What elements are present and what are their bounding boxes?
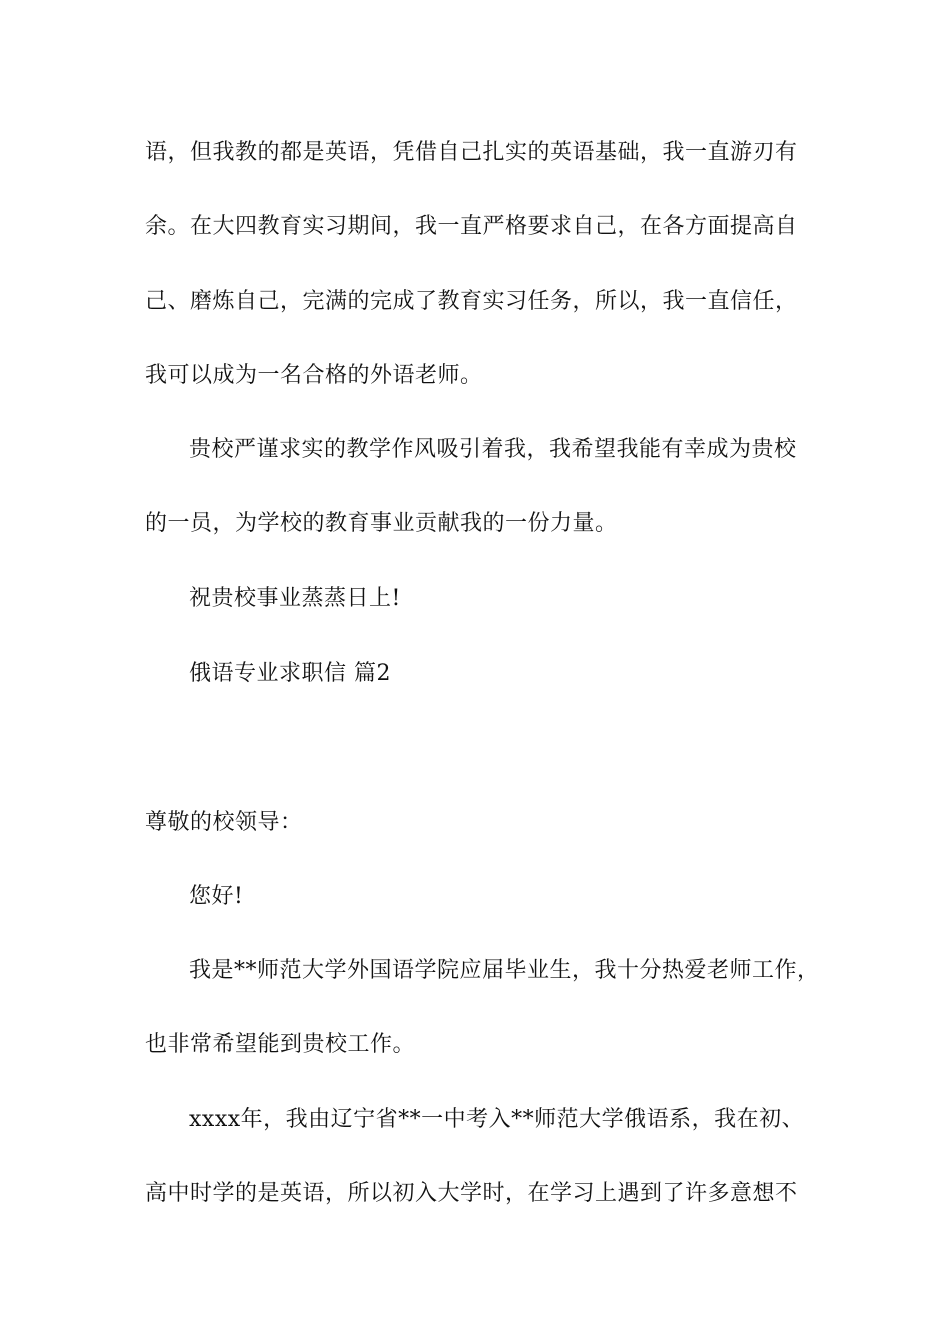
paragraph-line: 我可以成为一名合格的外语老师。 xyxy=(145,363,483,388)
paragraph-line: 我是**师范大学外国语学院应届毕业生，我十分热爱老师工作， xyxy=(189,958,820,983)
paragraph-line: 的一员，为学校的教育事业贡献我的一份力量。 xyxy=(145,511,618,536)
greeting: 您好! xyxy=(189,884,244,909)
paragraph-line: 语，但我教的都是英语，凭借自己扎实的英语基础，我一直游刃有 xyxy=(145,140,798,165)
paragraph-line: 己、磨炼自己，完满的完成了教育实习任务，所以，我一直信任， xyxy=(145,289,798,314)
salutation: 尊敬的校领导： xyxy=(145,810,303,835)
paragraph-line: 贵校严谨求实的教学作风吸引着我，我希望我能有幸成为贵校 xyxy=(189,437,797,462)
paragraph-line: 高中时学的是英语，所以初入大学时，在学习上遇到了许多意想不 xyxy=(145,1181,798,1206)
paragraph-line: xxxx年，我由辽宁省**一中考入**师范大学俄语系，我在初、 xyxy=(189,1107,805,1132)
paragraph-line: 余。在大四教育实习期间，我一直严格要求自己，在各方面提高自 xyxy=(145,214,798,239)
section-heading: 俄语专业求职信 篇2 xyxy=(189,661,391,686)
closing-wish: 祝贵校事业蒸蒸日上! xyxy=(189,586,401,611)
paragraph-line: 也非常希望能到贵校工作。 xyxy=(145,1032,416,1057)
